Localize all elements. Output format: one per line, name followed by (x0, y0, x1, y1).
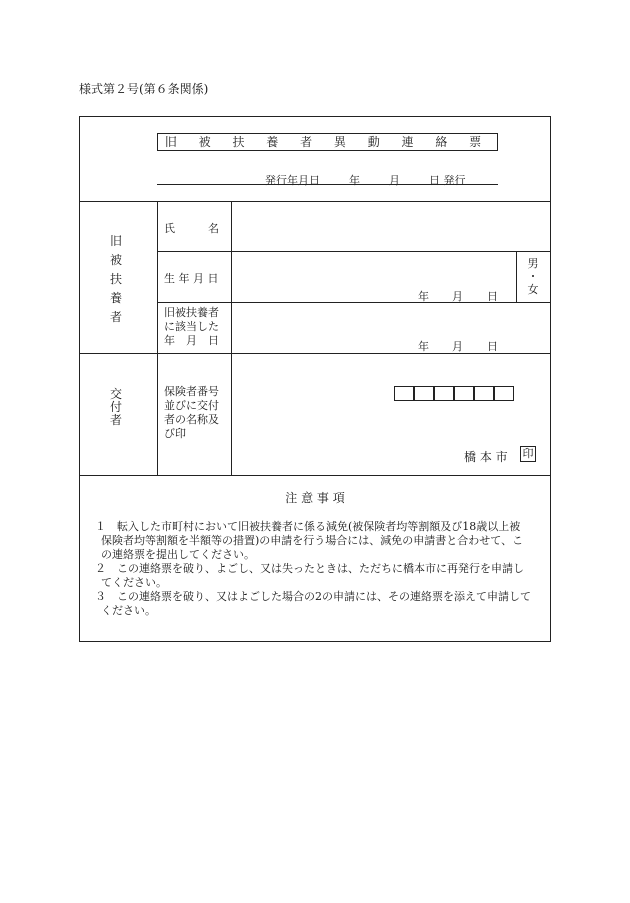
label-char: 扶 (109, 272, 122, 286)
insurer-number-digit-box[interactable] (434, 386, 454, 401)
note-line: ください。 (101, 604, 156, 617)
label-char: 旧 (109, 234, 122, 248)
issue-date-label: 発行年月日 (265, 174, 320, 187)
gender-male[interactable]: 男 (527, 257, 539, 270)
issuer-name: 橋 本 市 (464, 450, 508, 464)
label-line: 年 月 日 (164, 334, 219, 347)
note-line: 保険者均等割額を半額等の措置)の申請を行う場合には、減免の申請書と合わせて、こ (101, 534, 524, 547)
insurer-number-label (164, 385, 230, 441)
issue-month: 月 (389, 174, 400, 187)
issue-date (265, 172, 466, 188)
name-field[interactable] (232, 202, 550, 250)
issue-year: 年 (349, 174, 360, 187)
birthdate-field[interactable] (232, 252, 515, 301)
became-day: 日 (487, 340, 498, 353)
label-char: 被 (109, 253, 122, 267)
note-line: １ 転入した市町村において旧被扶養者に係る減免(被保険者均等割額及び18歳以上被 (95, 520, 521, 533)
insurer-number-digit-box[interactable] (474, 386, 494, 401)
issuer-section-label (108, 388, 124, 427)
became-month: 月 (452, 340, 463, 353)
label-char: 養 (109, 291, 122, 305)
note-line: ３ この連絡票を破り、又はよごした場合の2の申請には、その連絡票を添えて申請して (95, 590, 531, 603)
label-char: 者 (109, 413, 122, 427)
old-dependent-section-label (108, 232, 124, 327)
birthdate-label: 生 年 月 日 (164, 272, 219, 285)
label-char: 交 (109, 387, 122, 401)
rule-gender-column (516, 251, 517, 302)
label-char: 付 (109, 400, 122, 414)
rule-section-2-top (79, 353, 551, 354)
date-became-dependent-label (164, 306, 230, 348)
became-year: 年 (418, 340, 429, 353)
seal-stamp: 印 (520, 446, 536, 462)
form-id: 様式第２号(第６条関係) (79, 82, 209, 96)
rule-notes-top (79, 475, 551, 476)
birth-month: 月 (452, 290, 463, 303)
label-line: に該当した (164, 320, 219, 333)
name-label: 氏 名 (164, 222, 219, 235)
gender-female[interactable]: 女 (527, 283, 539, 296)
label-line: 者の名称及 (164, 413, 219, 426)
label-line: 保険者番号 (164, 385, 219, 398)
note-item-1 (95, 520, 549, 562)
birth-day: 日 (487, 290, 498, 303)
gender-separator: ・ (527, 270, 539, 283)
insurer-number-digit-box[interactable] (454, 386, 474, 401)
label-char: 者 (109, 310, 122, 324)
note-line: の連絡票を提出してください。 (101, 548, 255, 561)
note-item-3 (95, 590, 549, 618)
note-line: ２ この連絡票を破り、よごし、又は失ったときは、ただちに橋本市に再発行を申請し (95, 562, 524, 575)
note-item-2 (95, 562, 549, 590)
notes-heading: 注 意 事 項 (285, 491, 345, 505)
issue-underline (157, 184, 498, 185)
notes-list (95, 520, 549, 618)
birth-year: 年 (418, 290, 429, 303)
label-line: 旧被扶養者 (164, 306, 219, 319)
note-line: てください。 (101, 576, 167, 589)
issue-day: 日 発行 (429, 174, 466, 187)
rule-label-column (157, 201, 158, 475)
insurer-number-digit-box[interactable] (414, 386, 434, 401)
form-title: 旧 被 扶 養 者 異 動 連 絡 票 (157, 133, 498, 151)
label-line: び印 (164, 427, 186, 440)
label-line: 並びに交付 (164, 399, 219, 412)
date-became-dependent-field[interactable] (232, 303, 550, 352)
gender-selector[interactable] (522, 257, 544, 296)
insurer-number-digit-box[interactable] (394, 386, 414, 401)
insurer-number-digit-box[interactable] (494, 386, 514, 401)
